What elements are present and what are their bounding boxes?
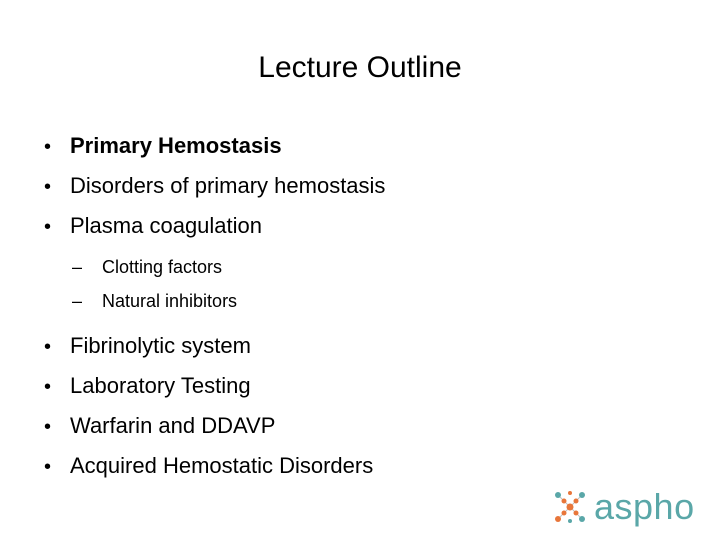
list-item-label: Disorders of primary hemostasis (70, 173, 386, 198)
list-item-label: Fibrinolytic system (70, 333, 251, 358)
bullet-marker: • (44, 376, 52, 398)
aspho-logo (552, 482, 712, 532)
dash-marker: – (72, 291, 83, 311)
bullet-marker: • (44, 136, 52, 158)
bullet-marker: • (44, 216, 52, 238)
sub-list-item (72, 250, 684, 284)
bullet-marker: • (44, 176, 52, 198)
list-item (44, 166, 684, 206)
sub-list (72, 250, 684, 318)
bullet-list (44, 126, 684, 486)
list-item (44, 446, 684, 486)
bullet-marker: • (44, 416, 52, 438)
sub-list-item-label: Natural inhibitors (102, 291, 238, 311)
sub-list-item-label: Clotting factors (102, 257, 223, 277)
molecule-icon (552, 489, 588, 525)
bullet-marker: • (44, 456, 52, 478)
list-item-label: Acquired Hemostatic Disorders (70, 453, 374, 478)
sub-list-item (72, 284, 684, 318)
slide-title: Lecture Outline (258, 51, 462, 84)
logo-wordmark: aspho (594, 486, 695, 527)
bullet-marker: • (44, 336, 52, 358)
list-item-label: Primary Hemostasis (70, 133, 282, 158)
list-item (44, 126, 684, 166)
list-item-label: Plasma coagulation (70, 213, 263, 238)
dash-marker: – (72, 257, 83, 277)
list-item-label: Laboratory Testing (70, 373, 251, 398)
list-item (44, 366, 684, 406)
list-item (44, 406, 684, 446)
list-item (44, 326, 684, 366)
list-item (44, 206, 684, 246)
list-item-label: Warfarin and DDAVP (70, 413, 276, 438)
